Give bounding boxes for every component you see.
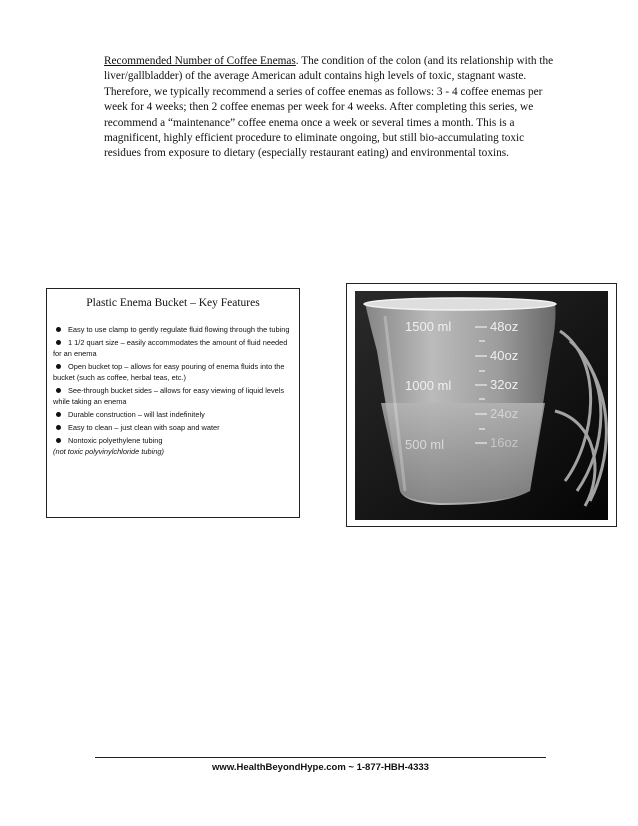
feature-item: Easy to use clamp to gently regulate fluid flowing through the tubing	[53, 324, 293, 335]
ml-marking: 1500 ml	[405, 319, 452, 334]
feature-item: See-through bucket sides – allows for easy viewing of liquid levels while taking an enema	[53, 386, 285, 406]
oz-marking: 32oz	[490, 377, 519, 392]
feature-item: Open bucket top – allows for easy pouring of enema fluids into the bucket (such as coffee, herbal teas, etc.)	[53, 362, 285, 382]
feature-item: 1 1/2 quart size – easily accommodates the amount of fluid needed for an enema	[53, 338, 288, 358]
intro-body: . The condition of the colon (and its relationship with the liver/gallbladder) of the average American adult contains high levels of toxic, stagnant waste. Therefore, we typically recommend a series of coffee enemas as follows: 3 - 4 coffee enemas per week for 4 weeks; then 2 coffee enemas per week for 4 weeks. After completing this series, we recommend a “maintenance” coffee enema once a week or several times a month. This is a magnificent, highly efficient procedure to eliminate ongoing, but still bio-accumulating toxic residues from exposure to dietary (especially restaurant eating) and environmental toxins.	[104, 55, 554, 160]
bucket-illustration	[355, 291, 608, 520]
features-list	[53, 324, 293, 446]
ml-marking: 500 ml	[405, 437, 445, 452]
features-note: (not toxic polyvinylchloride tubing)	[53, 447, 164, 456]
oz-marking: 16oz	[490, 435, 519, 450]
feature-item: Durable construction – will last indefinitely	[53, 409, 293, 420]
oz-marking: 24oz	[490, 406, 519, 421]
oz-marking: 40oz	[490, 348, 519, 363]
bullet-icon	[56, 412, 61, 417]
footer-contact: www.HealthBeyondHype.com ~ 1-877-HBH-4333	[212, 762, 429, 773]
intro-paragraph	[104, 54, 556, 162]
photo-frame	[346, 283, 617, 527]
bullet-icon	[56, 438, 61, 443]
footer-divider	[95, 757, 546, 758]
bullet-icon	[56, 327, 61, 332]
features-box	[46, 288, 300, 518]
bullet-icon	[56, 388, 61, 393]
intro-lead: Recommended Number of Coffee Enemas	[104, 55, 296, 67]
ml-marking: 1000 ml	[405, 378, 452, 393]
bullet-icon	[56, 425, 61, 430]
enema-bucket-photo	[355, 291, 608, 520]
feature-item: Nontoxic polyethylene tubing	[53, 435, 293, 446]
feature-item: Easy to clean – just clean with soap and water	[53, 422, 293, 433]
oz-marking: 48oz	[490, 319, 519, 334]
bullet-icon	[56, 364, 61, 369]
features-title: Plastic Enema Bucket – Key Features	[86, 297, 260, 309]
bullet-icon	[56, 340, 61, 345]
